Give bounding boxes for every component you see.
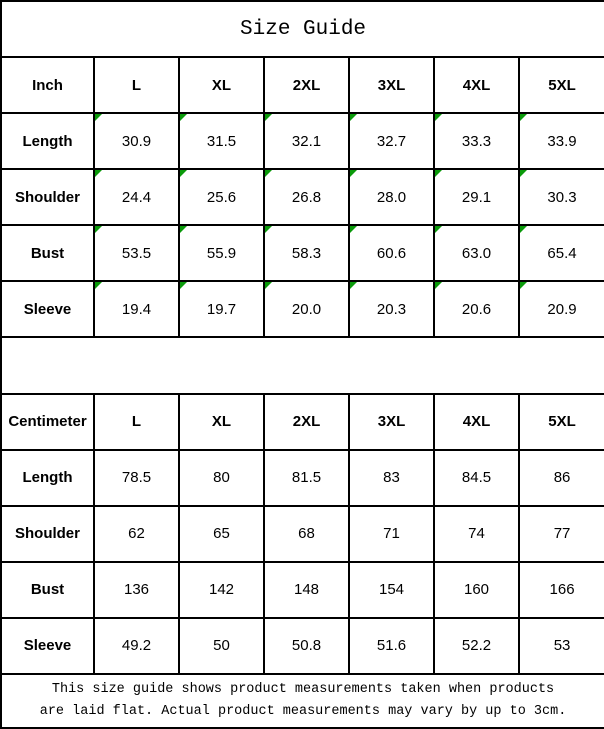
inch-size-header-3xl: 3XL — [349, 57, 434, 113]
centimeter-bust-l — [94, 562, 179, 618]
green-corner-marker-icon — [95, 226, 102, 233]
inch-label-sleeve: Sleeve — [1, 281, 94, 337]
cell-value: 28.0 — [376, 188, 407, 206]
inch-label-bust: Bust — [1, 225, 94, 281]
cell-value: 20.0 — [291, 300, 322, 318]
centimeter-sleeve-l — [94, 618, 179, 674]
inch-row-length — [1, 113, 604, 169]
centimeter-length-xl — [179, 450, 264, 506]
centimeter-shoulder-2xl — [264, 506, 349, 562]
cell-value: 32.1 — [291, 132, 322, 150]
inch-sleeve-4xl — [434, 281, 519, 337]
inch-table-section — [1, 57, 604, 337]
inch-shoulder-3xl — [349, 169, 434, 225]
green-corner-marker-icon — [435, 114, 442, 121]
green-corner-marker-icon — [350, 170, 357, 177]
centimeter-length-3xl — [349, 450, 434, 506]
inch-length-4xl — [434, 113, 519, 169]
cell-value: 50 — [213, 637, 230, 655]
centimeter-shoulder-4xl — [434, 506, 519, 562]
cell-value: 154 — [378, 581, 405, 599]
green-corner-marker-icon — [435, 226, 442, 233]
cell-value: 20.6 — [461, 300, 492, 318]
centimeter-bust-2xl — [264, 562, 349, 618]
cell-value: 62 — [128, 525, 145, 543]
cell-value: 49.2 — [121, 637, 152, 655]
centimeter-size-header-xl: XL — [179, 394, 264, 450]
inch-size-header-5xl: 5XL — [519, 57, 604, 113]
title-row — [1, 1, 604, 57]
green-corner-marker-icon — [520, 170, 527, 177]
cell-value: 136 — [123, 581, 150, 599]
cell-value: 33.3 — [461, 132, 492, 150]
centimeter-length-4xl — [434, 450, 519, 506]
centimeter-shoulder-xl — [179, 506, 264, 562]
cell-value: 55.9 — [206, 244, 237, 262]
centimeter-table-section — [1, 394, 604, 674]
inch-length-3xl — [349, 113, 434, 169]
green-corner-marker-icon — [180, 114, 187, 121]
cell-value: 63.0 — [461, 244, 492, 262]
cell-value: 26.8 — [291, 188, 322, 206]
green-corner-marker-icon — [180, 282, 187, 289]
inch-label-shoulder: Shoulder — [1, 169, 94, 225]
title-section — [1, 1, 604, 57]
cell-value: 77 — [553, 525, 571, 543]
centimeter-sleeve-5xl — [519, 618, 604, 674]
green-corner-marker-icon — [265, 114, 272, 121]
inch-bust-3xl — [349, 225, 434, 281]
centimeter-size-header-3xl: 3XL — [349, 394, 434, 450]
inch-bust-2xl — [264, 225, 349, 281]
cell-value: 68 — [298, 525, 315, 543]
green-corner-marker-icon — [95, 282, 102, 289]
cell-value: 160 — [463, 581, 490, 599]
cell-value: 65.4 — [547, 244, 577, 262]
cell-value: 25.6 — [206, 188, 237, 206]
centimeter-label-length: Length — [1, 450, 94, 506]
centimeter-label-sleeve: Sleeve — [1, 618, 94, 674]
cell-value: 24.4 — [121, 188, 152, 206]
cell-value: 71 — [383, 525, 400, 543]
centimeter-length-l — [94, 450, 179, 506]
cell-value: 80 — [213, 469, 230, 487]
centimeter-row-bust — [1, 562, 604, 618]
centimeter-unit-label: Centimeter — [1, 394, 94, 450]
green-corner-marker-icon — [435, 170, 442, 177]
centimeter-bust-5xl — [519, 562, 604, 618]
inch-row-bust — [1, 225, 604, 281]
green-corner-marker-icon — [265, 226, 272, 233]
inch-length-l — [94, 113, 179, 169]
footnote-row — [1, 674, 604, 728]
centimeter-row-sleeve — [1, 618, 604, 674]
cell-value: 19.4 — [121, 300, 152, 318]
green-corner-marker-icon — [350, 226, 357, 233]
centimeter-bust-xl — [179, 562, 264, 618]
inch-shoulder-xl — [179, 169, 264, 225]
green-corner-marker-icon — [180, 170, 187, 177]
inch-bust-4xl — [434, 225, 519, 281]
cell-value: 53 — [553, 637, 571, 655]
inch-shoulder-2xl — [264, 169, 349, 225]
centimeter-sleeve-4xl — [434, 618, 519, 674]
green-corner-marker-icon — [95, 170, 102, 177]
centimeter-row-shoulder — [1, 506, 604, 562]
inch-sleeve-5xl — [519, 281, 604, 337]
inch-sleeve-l — [94, 281, 179, 337]
cell-value: 65 — [213, 525, 230, 543]
centimeter-shoulder-5xl — [519, 506, 604, 562]
inch-length-2xl — [264, 113, 349, 169]
cell-value: 84.5 — [461, 469, 492, 487]
inch-bust-l — [94, 225, 179, 281]
inch-row-shoulder — [1, 169, 604, 225]
centimeter-bust-4xl — [434, 562, 519, 618]
cell-value: 30.3 — [547, 188, 577, 206]
centimeter-size-header-4xl: 4XL — [434, 394, 519, 450]
inch-shoulder-l — [94, 169, 179, 225]
cell-value: 83 — [383, 469, 400, 487]
footnote — [1, 674, 604, 728]
spacer-row — [1, 337, 604, 393]
centimeter-sleeve-3xl — [349, 618, 434, 674]
inch-shoulder-5xl — [519, 169, 604, 225]
inch-header-row — [1, 57, 604, 113]
centimeter-bust-3xl — [349, 562, 434, 618]
cell-value: 81.5 — [291, 469, 322, 487]
cell-value: 53.5 — [121, 244, 152, 262]
inch-bust-xl — [179, 225, 264, 281]
cell-value: 51.6 — [376, 637, 407, 655]
spacer-section — [1, 337, 604, 393]
cell-value: 19.7 — [206, 300, 237, 318]
cell-value: 20.3 — [376, 300, 407, 318]
cell-value: 52.2 — [461, 637, 492, 655]
green-corner-marker-icon — [350, 282, 357, 289]
inch-sleeve-xl — [179, 281, 264, 337]
footnote-line-2: are laid flat. Actual product measurements may vary by up to 3cm. — [39, 703, 567, 719]
cell-value: 78.5 — [121, 469, 152, 487]
page-title: Size Guide — [1, 1, 604, 57]
footnote-section — [1, 674, 604, 728]
cell-value: 58.3 — [291, 244, 322, 262]
centimeter-label-bust: Bust — [1, 562, 94, 618]
inch-sleeve-2xl — [264, 281, 349, 337]
centimeter-sleeve-xl — [179, 618, 264, 674]
green-corner-marker-icon — [520, 282, 527, 289]
inch-unit-label: Inch — [1, 57, 94, 113]
green-corner-marker-icon — [520, 226, 527, 233]
cell-value: 166 — [549, 581, 575, 599]
cell-value: 20.9 — [547, 300, 577, 318]
green-corner-marker-icon — [265, 170, 272, 177]
inch-size-header-xl: XL — [179, 57, 264, 113]
cell-value: 33.9 — [547, 132, 577, 150]
footnote-line-1: This size guide shows product measurements taken when products — [51, 681, 555, 697]
green-corner-marker-icon — [180, 226, 187, 233]
centimeter-length-5xl — [519, 450, 604, 506]
centimeter-size-header-5xl: 5XL — [519, 394, 604, 450]
cell-value: 86 — [553, 469, 571, 487]
inch-size-header-l: L — [94, 57, 179, 113]
cell-value: 31.5 — [206, 132, 237, 150]
spacer-cell — [1, 337, 604, 393]
inch-sleeve-3xl — [349, 281, 434, 337]
centimeter-sleeve-2xl — [264, 618, 349, 674]
inch-row-sleeve — [1, 281, 604, 337]
cell-value: 32.7 — [376, 132, 407, 150]
green-corner-marker-icon — [520, 114, 527, 121]
cell-value: 29.1 — [461, 188, 492, 206]
centimeter-size-header-l: L — [94, 394, 179, 450]
centimeter-header-row — [1, 394, 604, 450]
centimeter-shoulder-l — [94, 506, 179, 562]
inch-size-header-2xl: 2XL — [264, 57, 349, 113]
inch-label-length: Length — [1, 113, 94, 169]
cell-value: 50.8 — [291, 637, 322, 655]
centimeter-row-length — [1, 450, 604, 506]
green-corner-marker-icon — [435, 282, 442, 289]
centimeter-size-header-2xl: 2XL — [264, 394, 349, 450]
cell-value: 74 — [468, 525, 485, 543]
cell-value: 142 — [208, 581, 235, 599]
green-corner-marker-icon — [265, 282, 272, 289]
cell-value: 148 — [293, 581, 320, 599]
inch-length-xl — [179, 113, 264, 169]
inch-size-header-4xl: 4XL — [434, 57, 519, 113]
cell-value: 60.6 — [376, 244, 407, 262]
green-corner-marker-icon — [95, 114, 102, 121]
cell-value: 30.9 — [121, 132, 152, 150]
inch-shoulder-4xl — [434, 169, 519, 225]
green-corner-marker-icon — [350, 114, 357, 121]
centimeter-label-shoulder: Shoulder — [1, 506, 94, 562]
centimeter-shoulder-3xl — [349, 506, 434, 562]
inch-bust-5xl — [519, 225, 604, 281]
inch-length-5xl — [519, 113, 604, 169]
centimeter-length-2xl — [264, 450, 349, 506]
